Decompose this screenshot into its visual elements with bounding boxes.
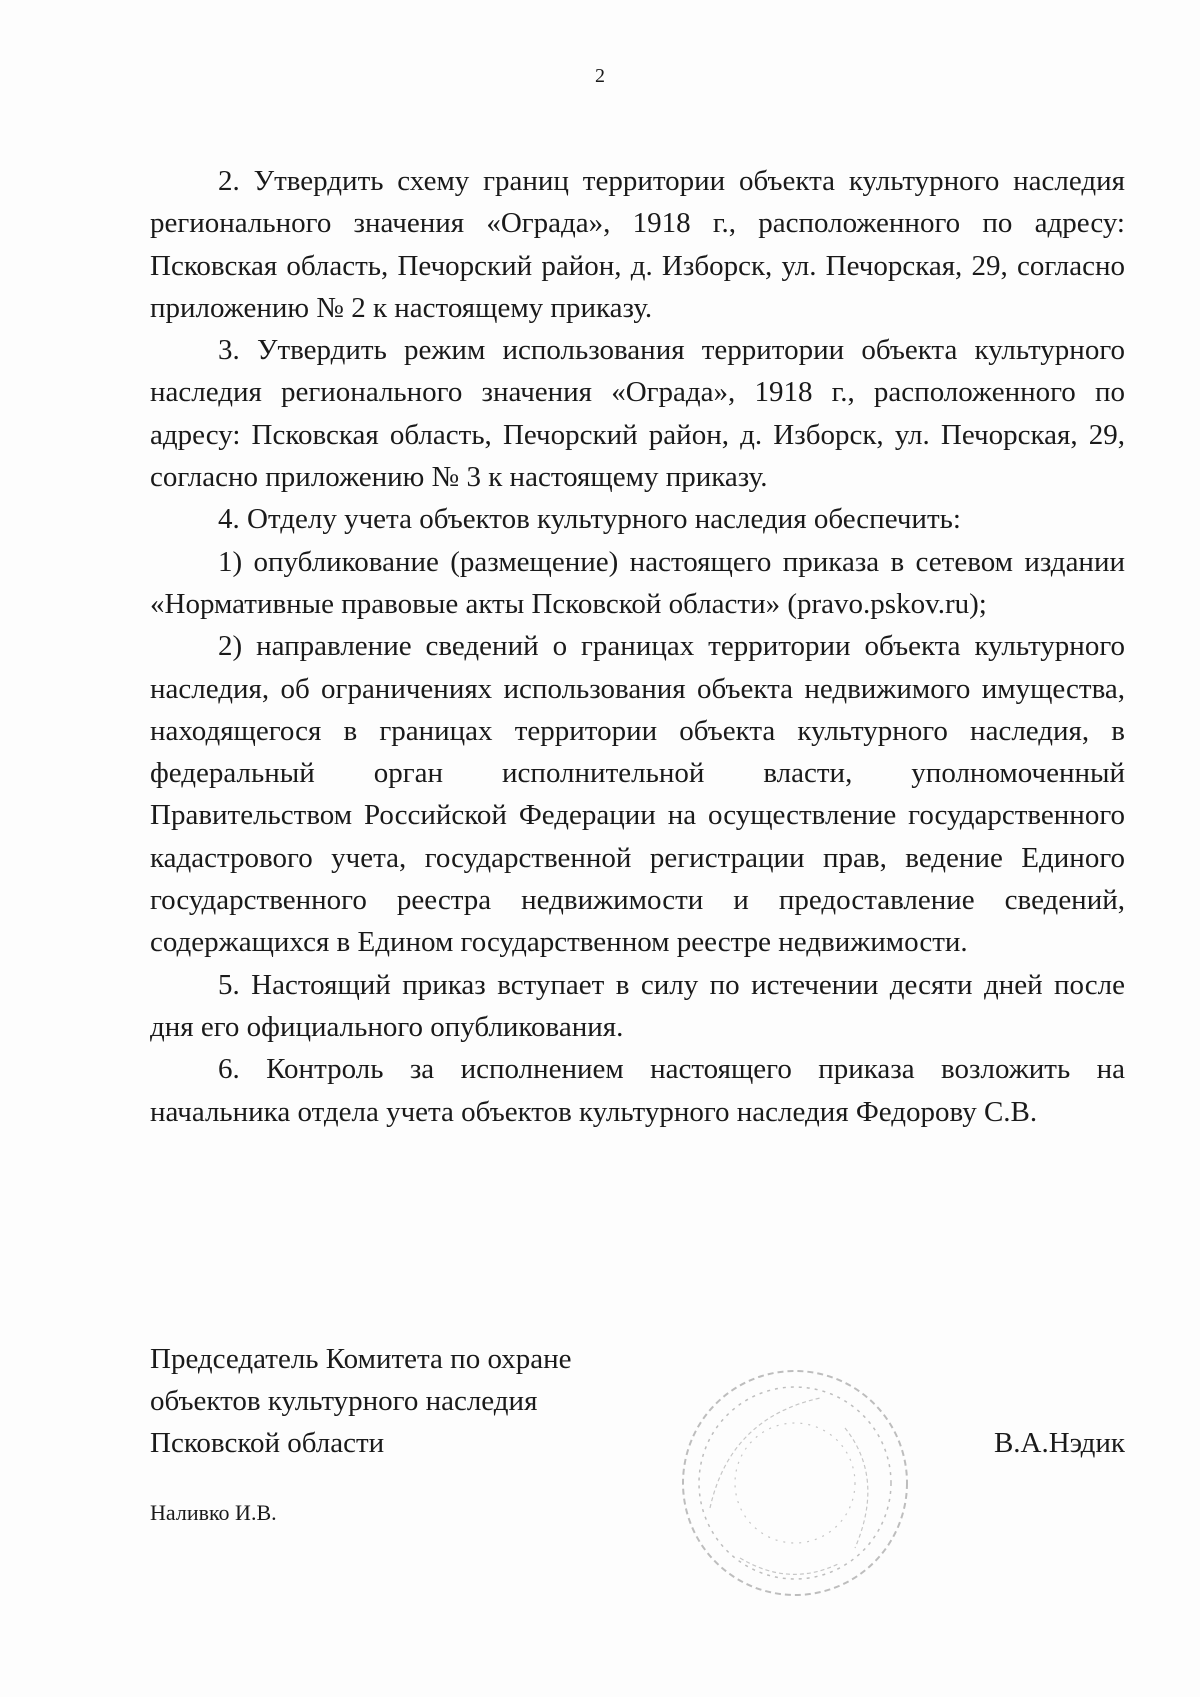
paragraph-subitem-1: 1) опубликование (размещение) настоящего приказа в сетевом издании «Нормативные правовые акты Псковской области» (pravo.pskov.ru); — [150, 545, 1125, 620]
paragraph-item-6: 6. Контроль за исполнением настоящего приказа возложить на начальника отдела учета объектов культурного наследия Федорову С.В. — [150, 1053, 1125, 1128]
page-number: 2 — [595, 65, 605, 87]
signer-position-line: Председатель Комитета по охране — [150, 1343, 572, 1375]
signer-name: В.А.Нэдик — [993, 1427, 1125, 1459]
signer-position-line: Псковской области — [150, 1427, 385, 1459]
paragraph-subitem-2: 2) направление сведений о границах территории объекта культурного наследия, об ограничениях использования объекта недвижимого имущества, находящегося в границах территории объекта культурного наследия, в федеральный орган исполнительной власти, уполномоченный Правительством Российской Федерации на осуществление государственного кадастрового учета, государственной регистрации прав, ведение Единого государственного реестра недвижимости и предоставление сведений, содержащихся в Едином государственном реестре недвижимости. — [150, 630, 1125, 959]
signer-position — [150, 1338, 670, 1464]
paragraph-item-2: 2. Утвердить схему границ территории объекта культурного наследия регионального значения «Ограда», 1918 г., расположенного по адресу: Псковская область, Печорский район, д. Изборск, ул. Печорская, 29, согласно приложению № 2 к настоящему приказу. — [150, 165, 1125, 324]
signature-block — [150, 1338, 1125, 1464]
signer-position-line: объектов культурного наследия — [150, 1385, 538, 1417]
paragraph-item-4: 4. Отделу учета объектов культурного наследия обеспечить: — [218, 503, 961, 536]
document-body — [150, 160, 1125, 1133]
paragraph-item-5: 5. Настоящий приказ вступает в силу по истечении десяти дней после дня его официального опубликования. — [150, 968, 1125, 1043]
executor-name: Наливко И.В. — [150, 1500, 277, 1525]
paragraph-item-3: 3. Утвердить режим использования территории объекта культурного наследия регионального значения «Ограда», 1918 г., расположенного по адресу: Псковская область, Печорский район, д. Изборск, ул. Печорская, 29, согласно приложению № 3 к настоящему приказу. — [150, 334, 1125, 494]
